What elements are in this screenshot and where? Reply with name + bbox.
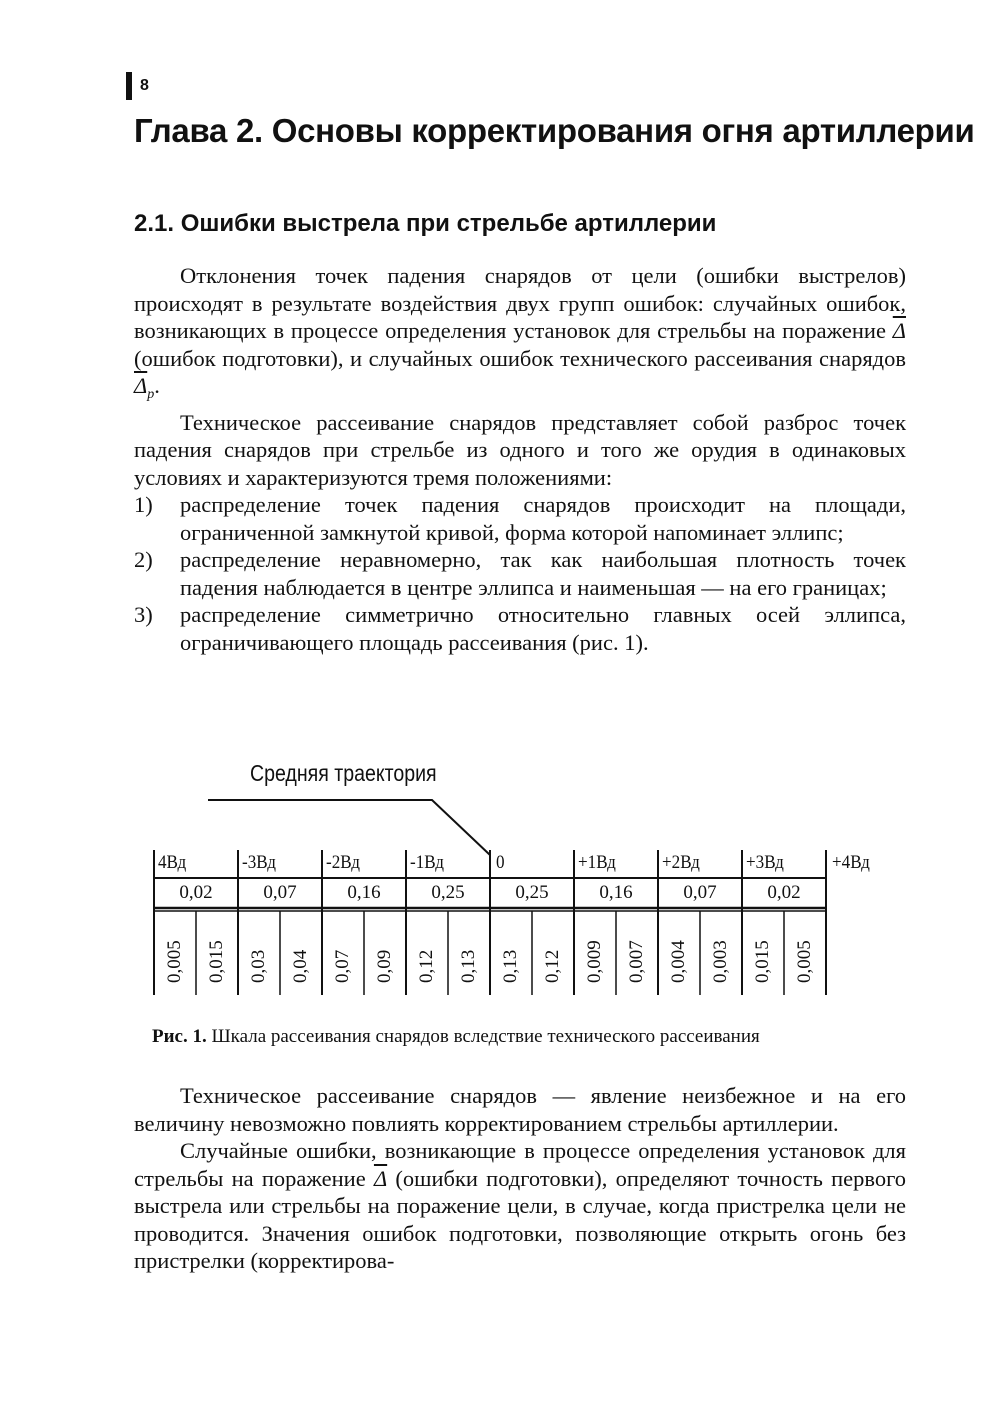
probability-value: 0,25 [515,882,549,903]
delta-symbol: $\overline{\Delta}$ [892,318,906,343]
section-title: 2.1. Ошибки выстрела при стрельбе артиллерии [134,210,717,237]
sub-probability-value: 0,003 [710,940,731,983]
properties-list [134,491,906,656]
sub-probability-value: 0,04 [290,949,311,983]
delta-p-symbol: $\overline{\Delta}$ [134,373,148,398]
probability-value: 0,07 [263,882,297,903]
probability-value: 0,02 [179,882,213,903]
scale-label: +1Вд [578,852,616,873]
scale-label: +3Вд [746,852,784,873]
paragraph-3: Техническое рассеивание снарядов — явление неизбежное и на его величину невозможно повлиять корректированием стрельбы артиллерии. [134,1083,906,1136]
sub-probability-value: 0,09 [374,949,395,983]
page-marker-bar [126,72,132,100]
sub-probability-value: 0,015 [206,940,227,983]
scale-label: -2Вд [326,852,360,873]
sub-probability-value: 0,13 [500,949,521,983]
body-text-top [134,262,906,656]
scale-label: -1Вд [410,852,444,873]
list-item: 3) распределение симметрично относительно главных осей эллипса, ограничивающего площадь рассеивания (рис. 1). [134,602,906,655]
sub-probability-value: 0,12 [542,949,563,983]
scale-label: +4Вд [832,852,870,873]
trajectory-label: Средняя траектория [250,760,437,786]
probability-value: 0,07 [683,882,717,903]
sub-probability-value: 0,005 [794,940,815,983]
scale-label: +2Вд [662,852,700,873]
list-item: 1) распределение точек падения снарядов происходит на площади, ограниченной замкнутой кривой, форма которой напоминает эллипс; [134,492,906,545]
probability-value: 0,02 [767,882,801,903]
sub-probability-value: 0,03 [248,949,269,983]
sub-probability-value: 0,004 [668,940,689,983]
page-number [126,72,149,100]
sub-probability-value: 0,13 [458,949,479,983]
scale-label: -3Вд [242,852,276,873]
scale-label: 0 [496,852,505,873]
body-text-bottom [134,1082,906,1275]
probability-value: 0,25 [431,882,465,903]
probability-value: 0,16 [599,882,633,903]
probability-value: 0,16 [347,882,381,903]
scale-label: 4Вд [158,852,187,873]
sub-probability-value: 0,007 [626,940,647,983]
paragraph-2: Техническое рассеивание снарядов представляет собой разброс точек падения снарядов при стрельбе из одного и того же орудия в одинаковых условиях и характеризуются тремя положениями: [134,409,906,490]
chapter-title: Глава 2. Основы корректирования огня артиллерии [134,112,975,149]
sub-probability-value: 0,12 [416,949,437,983]
sub-probability-value: 0,015 [752,940,773,983]
sub-probability-value: 0,005 [164,940,185,983]
list-item: 2) распределение неравномерно, так как наибольшая плотность точек падения наблюдается в центре эллипса и наименьшая — на его границах; [134,547,906,600]
figure-caption: Рис. 1. Шкала рассеивания снарядов вследствие технического рассеивания [152,1026,760,1047]
page-number-text: 8 [140,77,149,94]
dispersion-scale-figure [130,755,890,1015]
paragraph-1: Отклонения точек падения снарядов от цели (ошибки выстрелов) происходят в результате воздействия двух групп ошибок: случайных ошибок, возникающих в процессе определения установок для стрельбы на поражение $\overline{\Delta}$ (ошибок подготовки), и случайных ошибок технического рассеивания снарядов $\overline{\Delta}_р$. [134,263,906,402]
sub-probability-value: 0,07 [332,949,353,983]
delta-symbol: $\overline{\Delta}$ [373,1165,388,1191]
paragraph-4: Случайные ошибки, возникающие в процессе определения установок для стрельбы на поражение $\overline{\Delta}$ (ошибки подготовки), определяют точность первого выстрела или стрельбы на поражение цели, в случае, когда пристрелка цели не проводится. Значения ошибок подготовки, позволяющие открыть огонь без пристрелки (корректирова- [134,1138,907,1273]
sub-probability-value: 0,009 [584,940,605,983]
